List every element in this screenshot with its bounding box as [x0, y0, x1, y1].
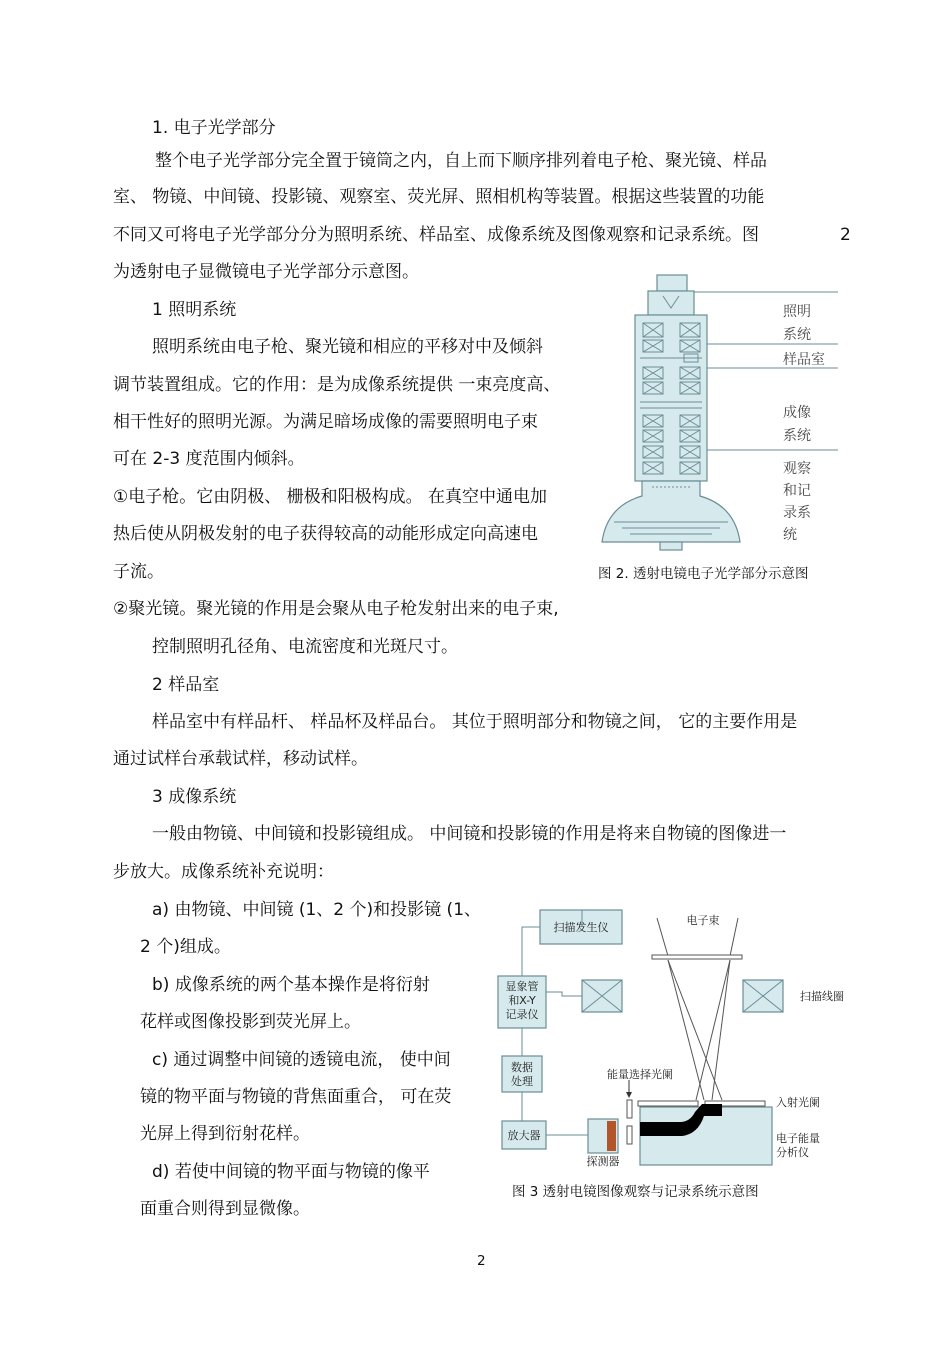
paragraph-line: 一般由物镜、中间镜和投影镜组成。 中间镜和投影镜的作用是将来自物镜的图像进一	[152, 824, 787, 844]
paragraph-line: 整个电子光学部分完全置于镜筒之内，自上而下顺序排列着电子枪、聚光镜、样品	[155, 151, 767, 171]
paragraph-line: 样品室中有样品杆、 样品杯及样品台。 其位于照明部分和物镜之间， 它的主要作用是	[152, 712, 798, 732]
label-observation: 和记	[783, 483, 811, 499]
label-imaging: 系统	[783, 428, 811, 444]
subheading-illumination: 1 照明系统	[152, 300, 237, 320]
label-electron-beam: 电子束	[686, 914, 720, 927]
label-energy-analyzer: 分析仪	[776, 1146, 809, 1159]
paragraph-line: 相干性好的照明光源。为满足暗场成像的需要照明电子束	[113, 412, 538, 432]
label-observation: 观察	[783, 461, 811, 477]
paragraph-figure-ref: 2	[840, 225, 851, 245]
paragraph-line: 子流。	[113, 562, 164, 582]
paragraph-line: 可在 2-3 度范围内倾斜。	[113, 449, 305, 469]
label-crt: 显象管	[505, 980, 539, 993]
label-data-processing: 处理	[511, 1075, 533, 1088]
label-entrance-aperture: 入射光阑	[776, 1096, 820, 1109]
list-item: 面重合则得到显微像。	[140, 1199, 310, 1219]
label-observation: 统	[783, 527, 797, 543]
label-amplifier: 放大器	[507, 1129, 541, 1142]
paragraph-line: 通过试样台承载试样，移动试样。	[113, 749, 368, 769]
list-item: 2 个)组成。	[140, 937, 231, 957]
figure-3-eels-diagram	[490, 900, 860, 1175]
paragraph-line: 室、 物镜、中间镜、投影镜、观察室、荧光屏、照相机构等装置。根据这些装置的功能	[113, 187, 765, 207]
list-item: b) 成像系统的两个基本操作是将衍射	[152, 975, 430, 995]
figure-2-caption: 图 2. 透射电镜电子光学部分示意图	[598, 566, 809, 582]
list-item: 镜的物平面与物镜的背焦面重合， 可在荧	[140, 1087, 452, 1107]
label-imaging: 成像	[783, 405, 811, 421]
label-energy-slit: 能量选择光阑	[607, 1068, 673, 1081]
list-item: c) 通过调整中间镜的透镜电流， 使中间	[152, 1050, 451, 1070]
label-illumination: 系统	[783, 327, 811, 343]
label-energy-analyzer: 电子能量	[776, 1132, 820, 1145]
subheading-sample-chamber: 2 样品室	[152, 675, 220, 695]
figure-2-tem-column-diagram	[600, 270, 845, 555]
paragraph-line: 控制照明孔径角、电流密度和光斑尺寸。	[152, 637, 458, 657]
label-crt: 记录仪	[505, 1008, 539, 1021]
label-scan-coil: 扫描线圈	[800, 990, 844, 1003]
label-scan-generator: 扫描发生仪	[553, 921, 609, 934]
list-item: d) 若使中间镜的物平面与物镜的像平	[152, 1162, 430, 1182]
paragraph-line: 为透射电子显微镜电子光学部分示意图。	[113, 262, 419, 282]
paragraph-line: 不同又可将电子光学部分分为照明系统、样品室、成像系统及图像观察和记录系统。图	[113, 225, 759, 245]
label-observation: 录系	[783, 505, 811, 521]
subheading-imaging: 3 成像系统	[152, 787, 237, 807]
list-item: 光屏上得到衍射花样。	[140, 1124, 310, 1144]
paragraph-line: ①电子枪。它由阴极、 栅极和阳极构成。 在真空中通电加	[113, 487, 548, 507]
list-item: 花样或图像投影到荧光屏上。	[140, 1012, 361, 1032]
page-number: 2	[477, 1253, 486, 1269]
label-crt: 和X-Y	[508, 994, 536, 1007]
paragraph-line: 热后使从阴极发射的电子获得较高的动能形成定向高速电	[113, 524, 538, 544]
paragraph-line: 照明系统由电子枪、聚光镜和相应的平移对中及倾斜	[152, 337, 543, 357]
paragraph-line: ②聚光镜。聚光镜的作用是会聚从电子枪发射出来的电子束,	[113, 599, 559, 619]
list-item: a) 由物镜、中间镜 (1、2 个)和投影镜 (1、	[152, 900, 482, 920]
paragraph-line: 步放大。成像系统补充说明：	[113, 862, 334, 882]
label-illumination: 照明	[783, 304, 811, 320]
label-detector: 探测器	[586, 1155, 620, 1168]
section-heading-electron-optics: 1. 电子光学部分	[152, 118, 276, 138]
label-data-processing: 数据	[511, 1061, 533, 1074]
figure-3-caption: 图 3 透射电镜图像观察与记录系统示意图	[512, 1184, 759, 1200]
label-sample-chamber: 样品室	[783, 352, 825, 368]
paragraph-line: 调节装置组成。它的作用：是为成像系统提供 一束亮度高、	[113, 375, 561, 395]
